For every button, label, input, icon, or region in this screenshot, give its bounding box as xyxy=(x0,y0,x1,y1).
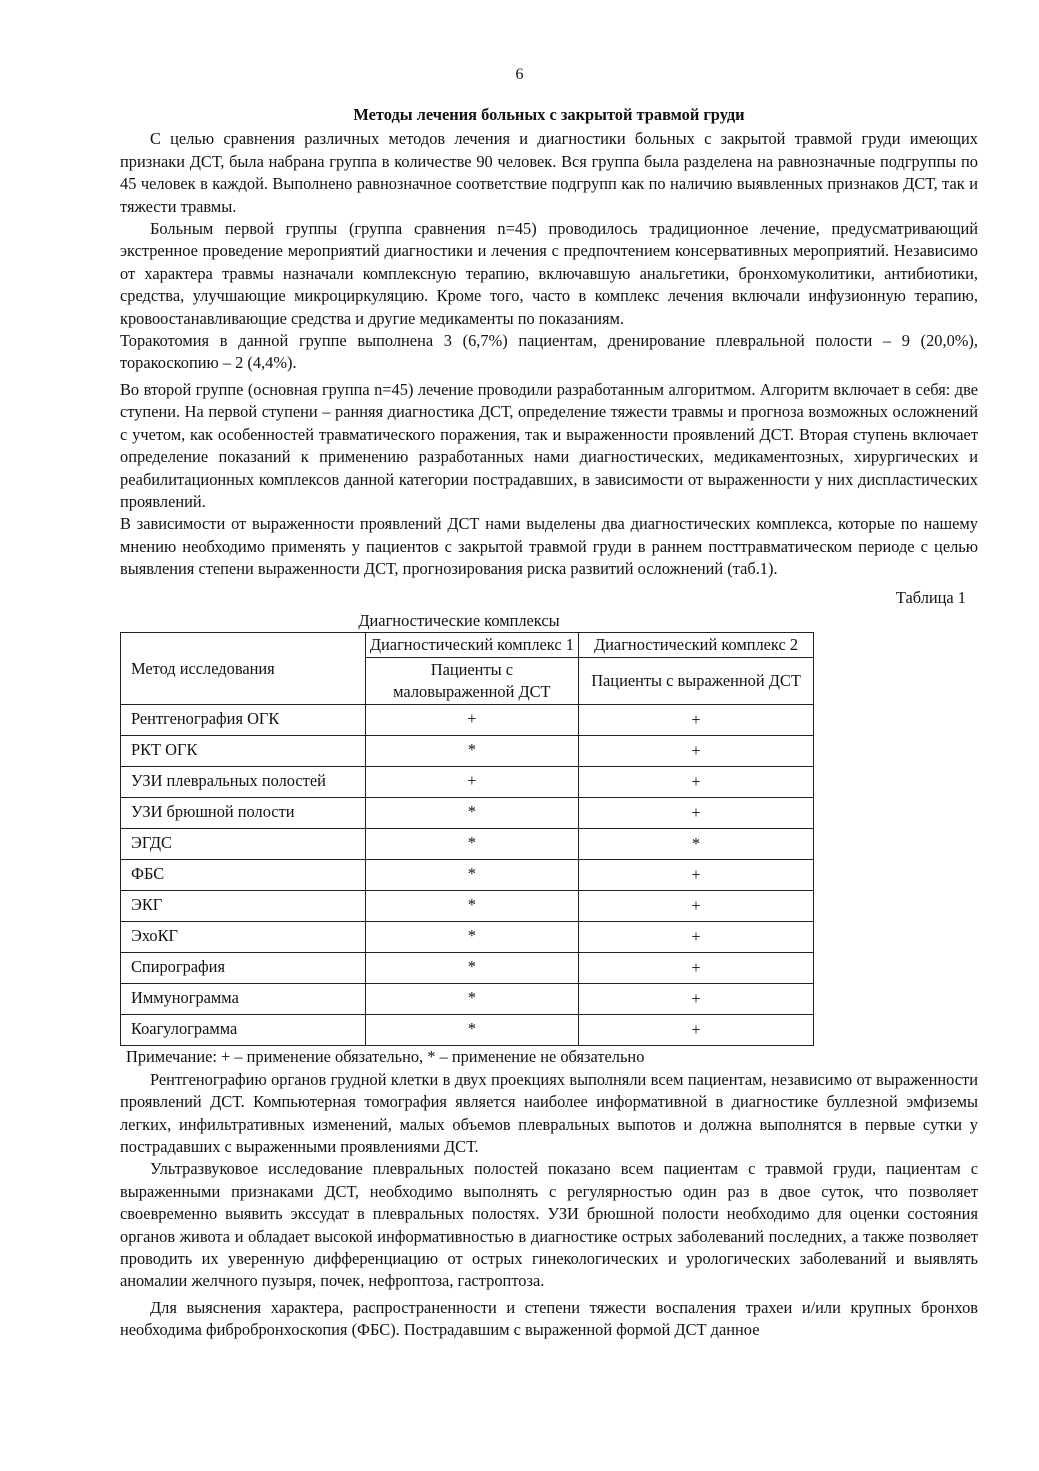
row-method: УЗИ плевральных полостей xyxy=(121,767,366,798)
row-method: УЗИ брюшной полости xyxy=(121,798,366,829)
paragraph-thoracotomy: Торакотомия в данной группе выполнена 3 (6,7%) пациентам, дренирование плевральной полости – 9 (20,0%), торакоскопию – 2 (4,4%). xyxy=(120,331,978,373)
paragraph-bronchoscopy: Для выяснения характера, распространенности и степени тяжести воспаления трахеи и/или крупных бронхов необходима фибробронхоскопия (ФБС). Пострадавшим с выраженной формой ДСТ данное xyxy=(120,1297,978,1340)
table-header-row xyxy=(121,633,814,658)
table-row xyxy=(121,705,814,736)
paragraph-xray: Рентгенографию органов грудной клетки в двух проекциях выполняли всем пациентам, независимо от выраженности проявлений ДСТ. Компьютерная томография является наиболее информативной в диагностике буллезной эмфиземы легких, инфильтративных изменений, малых объемов плевральных выпотов и должна выполнятся в первые сутки у пострадавших с выраженными проявлениями ДСТ. xyxy=(120,1069,978,1156)
paragraph-intro: С целью сравнения различных методов лечения и диагностики больных с закрытой травмой груди имеющих признаки ДСТ, была набрана группа в количестве 90 человек. Вся группа была разделена на равнозначные подгруппы по 45 человек в каждой. Выполнено равнозначное соответствие подгрупп как по наличию выявленных признаков ДСТ, так и тяжести травмы. xyxy=(120,129,978,216)
row-complex-2: + xyxy=(579,736,814,767)
row-complex-2: + xyxy=(579,798,814,829)
row-complex-1: * xyxy=(365,860,578,891)
row-method: Спирография xyxy=(121,953,366,984)
row-method: ЭГДС xyxy=(121,829,366,860)
table-caption: Таблица 1 xyxy=(895,587,966,607)
table-row xyxy=(121,953,814,984)
row-complex-2: + xyxy=(579,1015,814,1046)
row-complex-1: * xyxy=(365,736,578,767)
table-row xyxy=(121,829,814,860)
row-complex-1: + xyxy=(365,767,578,798)
row-complex-2: * xyxy=(579,829,814,860)
document-body xyxy=(120,104,978,1342)
table-row xyxy=(121,860,814,891)
row-complex-2: + xyxy=(579,860,814,891)
row-complex-2: + xyxy=(579,953,814,984)
row-complex-1: * xyxy=(365,829,578,860)
row-complex-1: * xyxy=(365,953,578,984)
header-patients-2: Пациенты с выраженной ДСТ xyxy=(579,658,814,705)
table-title: Диагностические комплексы xyxy=(358,610,560,630)
section-title: Методы лечения больных с закрытой травмой груди xyxy=(353,105,745,124)
table-row xyxy=(121,798,814,829)
row-complex-2: + xyxy=(579,891,814,922)
row-complex-2: + xyxy=(579,767,814,798)
header-method: Метод исследования xyxy=(121,633,366,705)
row-complex-1: * xyxy=(365,922,578,953)
row-method: ЭКГ xyxy=(121,891,366,922)
row-complex-1: + xyxy=(365,705,578,736)
row-complex-2: + xyxy=(579,922,814,953)
table-row xyxy=(121,736,814,767)
paragraph-ultrasound: Ультразвуковое исследование плевральных полостей показано всем пациентам с травмой груди, пациентам с выраженными признаками ДСТ, необходимо выполнять с регулярностью один раз в двое суток, что позволяет своевременно выявить экссудат в плевральных полостях. УЗИ брюшной полости необходимо для оценки состояния органов живота и обладает высокой информативностью в диагностике острых заболеваний последних, а также позволяет проводить их уверенную дифференциацию от острых гинекологических и урологических заболеваний и выявлять аномалии желчного пузыря, почек, нефроптоза, гастроптоза. xyxy=(120,1159,978,1291)
table-row xyxy=(121,922,814,953)
row-complex-1: * xyxy=(365,1015,578,1046)
row-complex-1: * xyxy=(365,798,578,829)
table-row xyxy=(121,767,814,798)
paragraph-complexes: В зависимости от выраженности проявлений ДСТ нами выделены два диагностических комплекса, которые по нашему мнению необходимо применять у пациентов с закрытой травмой груди в раннем посттравматическом периоде с целью выявления степени выраженности ДСТ, прогнозирования риска развитий осложнений (таб.1). xyxy=(120,514,978,579)
row-complex-2: + xyxy=(579,984,814,1015)
row-method: Рентгенография ОГК xyxy=(121,705,366,736)
header-patients-1: Пациенты с маловыраженной ДСТ xyxy=(365,658,578,705)
row-method: РКТ ОГК xyxy=(121,736,366,767)
row-complex-1: * xyxy=(365,891,578,922)
row-method: ЭхоКГ xyxy=(121,922,366,953)
paragraph-group2: Во второй группе (основная группа n=45) лечение проводили разработанным алгоритмом. Алгоритм включает в себя: две ступени. На первой ступени – ранняя диагностика ДСТ, определение тяжести травмы и прогноза возможных осложнений с учетом, как особенностей травматического поражения, так и выраженности проявлений ДСТ. Вторая ступень включает определение показаний к применению разработанных нами диагностических, медикаментозных, хирургических и реабилитационных комплексов данной категории пострадавших, в зависимости от выраженности у них диспластических проявлений. xyxy=(120,379,978,511)
table-row xyxy=(121,891,814,922)
page-number: 6 xyxy=(515,66,524,83)
header-complex-2: Диагностический комплекс 2 xyxy=(579,633,814,658)
table-note: Примечание: + – применение обязательно, * – применение не обязательно xyxy=(126,1047,645,1067)
paragraph-group1: Больным первой группы (группа сравнения n=45) проводилось традиционное лечение, предусматривающий экстренное проведение мероприятий диагностики и лечения с предпочтением консервативных мероприятий. Независимо от характера травмы назначали комплексную терапию, включавшую анальгетики, бронхомуколитики, антибиотики, средства, улучшающие микроциркуляцию. Кроме того, часто в комплекс лечения включали инфузионную терапию, кровоостанавливающие средства и другие медикаменты по показаниям. xyxy=(120,219,978,328)
row-complex-1: * xyxy=(365,984,578,1015)
row-method: Коагулограмма xyxy=(121,1015,366,1046)
table-row xyxy=(121,1015,814,1046)
table-row xyxy=(121,984,814,1015)
diagnostic-table xyxy=(120,632,814,1046)
header-complex-1: Диагностический комплекс 1 xyxy=(365,633,578,658)
row-method: ФБС xyxy=(121,860,366,891)
row-complex-2: + xyxy=(579,705,814,736)
row-method: Иммунограмма xyxy=(121,984,366,1015)
